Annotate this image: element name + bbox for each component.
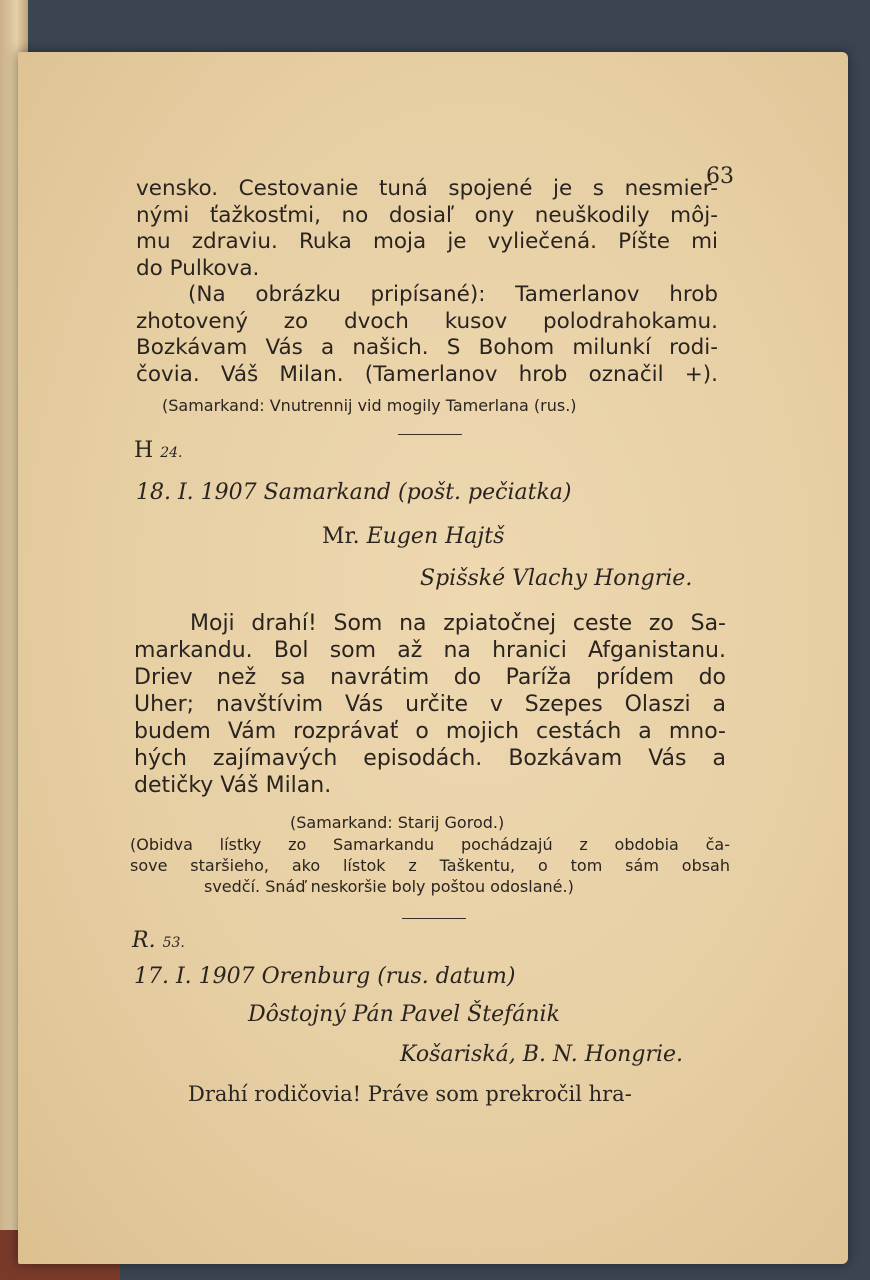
address-place: Košariská, B. N. Hongrie. <box>400 1042 684 1067</box>
reference-letter: H <box>134 438 154 463</box>
text-line: budem Vám rozprávať o mojich cestách a mno- <box>134 719 726 744</box>
letter-body <box>134 610 726 799</box>
reference-letter: R. <box>132 928 156 953</box>
date-line: 18. I. 1907 Samarkand (pošt. pečiatka) <box>136 480 572 505</box>
text-line: čovia. Váš Milan. (Tamerlanov hrob označil +). <box>136 361 718 387</box>
addressee-prefix: Mr. <box>322 524 360 549</box>
text-line: Bozkávam Vás a našich. S Bohom milunkí rodi- <box>136 335 718 360</box>
section-divider <box>398 434 462 435</box>
addressee-name: Eugen Hajtš <box>366 524 505 549</box>
text-line: vensko. Cestovanie tuná spojené je s nesmier- <box>136 176 718 201</box>
text-line: nými ťažkosťmi, no dosiaľ ony neuškodily môj- <box>136 202 718 228</box>
text-line: Uher; navštívim Vás určite v Szepes Olaszi a <box>134 692 726 717</box>
reference-number: 24. <box>160 445 183 461</box>
caption-note: (Samarkand: Starij Gorod.) <box>290 813 505 832</box>
page-number: 63 <box>706 164 734 189</box>
addressee-name: Dôstojný Pán Pavel Štefánik <box>248 1002 560 1027</box>
text-line: svedčí. Snáď neskoršie boly poštou odoslané.) <box>204 877 574 896</box>
reference-mark <box>134 438 182 463</box>
text-line: Driev než sa navrátim do Paríža prídem do <box>134 665 726 690</box>
paragraph-inscription <box>136 282 718 388</box>
reference-mark <box>132 928 185 953</box>
text-line: mu zdraviu. Ruka moja je vyliečená. Píšte mi <box>136 229 718 254</box>
date-line: 17. I. 1907 Orenburg (rus. datum) <box>134 964 516 989</box>
section-divider <box>402 918 466 919</box>
text-line: (Na obrázku pripísané): Tamerlanov hrob <box>188 282 718 307</box>
caption-note: (Samarkand: Vnutrennij vid mogily Tamerlana (rus.) <box>162 396 577 415</box>
text-line: sove staršieho, ako lístok z Taškentu, o tom sám obsah <box>130 856 730 875</box>
text-line: do Pulkova. <box>136 255 260 281</box>
addressee <box>322 524 504 549</box>
text-line: zhotovený zo dvoch kusov polodrahokamu. <box>136 308 718 334</box>
paragraph-continuation <box>136 176 718 282</box>
text-line: Moji drahí! Som na zpiatočnej ceste zo Sa- <box>190 611 726 636</box>
reference-number: 53. <box>162 935 185 951</box>
text-line: Drahí rodičovia! Práve som prekročil hra- <box>188 1082 632 1106</box>
book-page <box>18 52 848 1264</box>
text-line: hých zajímavých episodách. Bozkávam Vás a <box>134 746 726 771</box>
text-line: markandu. Bol som až na hranici Afganistanu. <box>134 638 726 663</box>
editor-note <box>130 834 730 897</box>
text-line: detičky Váš Milan. <box>134 773 332 798</box>
text-line: (Obidva lístky zo Samarkandu pochádzajú z obdobia ča- <box>130 835 730 854</box>
address-place: Spišské Vlachy Hongrie. <box>420 566 693 591</box>
